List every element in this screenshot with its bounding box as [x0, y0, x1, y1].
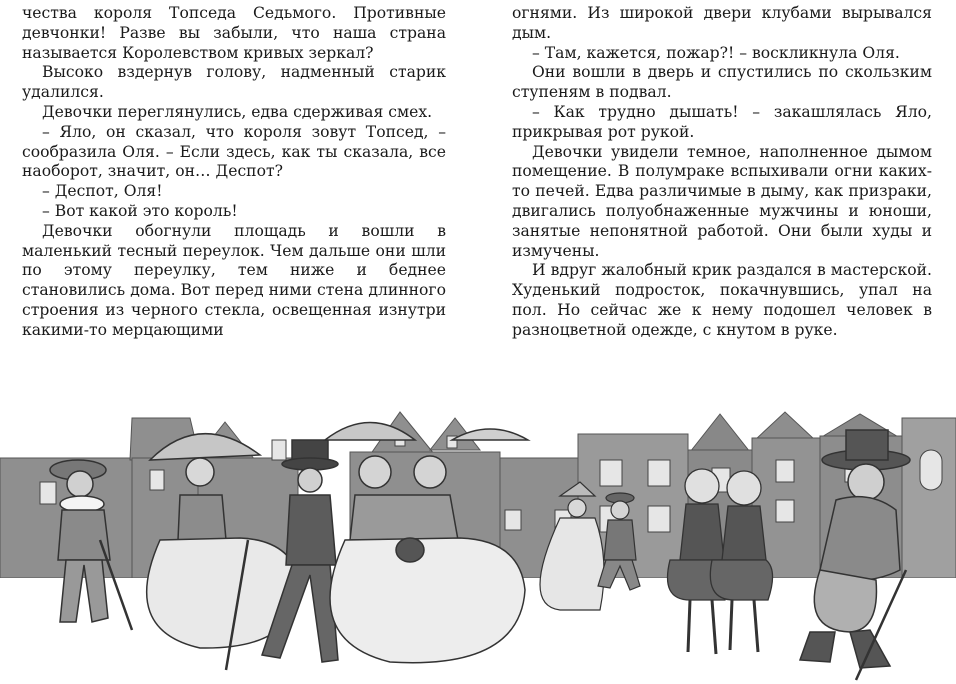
paragraph: Девочки обогнули площадь и вошли в маленький тесный переулок. Чем дальше они шли по этому переулку, тем ниже и беднее становились дома. Вот перед ними стена длинного строения из черного стекла, освещенная изнутри какими-то мерцающими — [22, 221, 446, 339]
paragraph: Они вошли в дверь и спустились по скользким ступеням в подвал. — [512, 63, 932, 102]
paragraph: чества короля Топседа Седьмого. Противные девчонки! Разве вы забыли, что наша страна называется Королевством кривых зеркал? — [22, 4, 446, 62]
left-text-column — [22, 4, 446, 341]
right-text-column — [512, 4, 932, 341]
street-scene-illustration — [0, 400, 956, 684]
paragraph: огнями. Из широкой двери клубами вырывался дым. — [512, 4, 932, 42]
paragraph: И вдруг жалобный крик раздался в мастерской. Худенький подросток, покачнувшись, упал на пол. Но сейчас же к нему подошел человек в разноцветной одежде, с кнутом в руке. — [512, 261, 932, 339]
paragraph: – Как трудно дышать! – закашлялась Яло, прикрывая рот рукой. — [512, 102, 932, 141]
paragraph: – Деспот, Оля! — [42, 182, 163, 201]
paragraph: Девочки увидели темное, наполненное дымом помещение. В полумраке вспыхивали огни каких-то печей. Едва различимые в дыму, как призраки, двигались полуобнаженные мужчины и юноши, занятые непонятной работой. Они были худы и измучены. — [512, 142, 932, 260]
paragraph: – Вот какой это король! — [42, 201, 238, 220]
paragraph: – Там, кажется, пожар?! – воскликнула Оля. — [532, 43, 900, 62]
paragraph: – Яло, он сказал, что короля зовут Топсед, – сообразила Оля. – Если здесь, как ты сказала, все наоборот, значит, он… Деспот? — [22, 122, 446, 181]
paragraph: Высоко вздернув голову, надменный старик удалился. — [22, 63, 446, 102]
paragraph: Девочки переглянулись, едва сдерживая смех. — [42, 102, 433, 121]
